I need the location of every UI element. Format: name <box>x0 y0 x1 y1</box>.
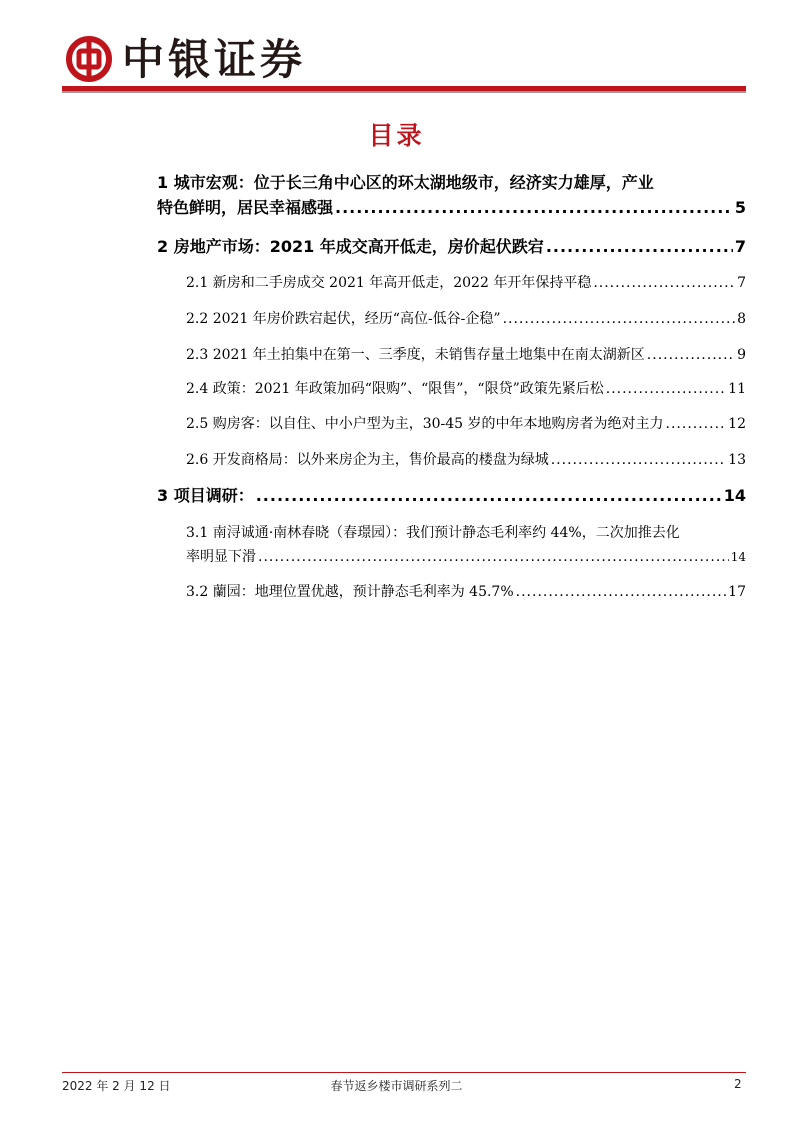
footer-rule <box>62 1072 746 1073</box>
toc-leader-dots <box>335 197 733 219</box>
header-rule-shadow <box>62 91 746 93</box>
toc-leader-dots <box>258 546 729 568</box>
toc-leader-dots <box>503 308 736 330</box>
toc-page-number: 8 <box>737 311 746 327</box>
toc-page-number: 7 <box>734 237 746 256</box>
toc-leader-dots <box>606 378 726 400</box>
toc-entry-label: 3 项目调研： <box>157 486 254 505</box>
toc-entry-2-5[interactable] <box>186 413 746 435</box>
toc-leader-dots <box>551 449 726 471</box>
toc-entry-3-1-line1[interactable]: 3.1 南浔诚通·南林春晓（春璟园）：我们预计静态毛利率约 44%，二次加推去化 <box>186 525 680 541</box>
toc-page-number: 17 <box>728 584 746 600</box>
page-header <box>62 30 746 92</box>
toc-entry-2-2[interactable] <box>186 308 746 330</box>
toc-entry-label: 2.2 2021 年房价跌宕起伏，经历“高位-低谷-企稳” <box>186 311 501 327</box>
footer-page-number: 2 <box>734 1077 742 1091</box>
toc-page-number: 12 <box>728 416 746 432</box>
toc-page-number: 5 <box>734 198 746 217</box>
toc-entry-3-2[interactable] <box>186 581 746 603</box>
footer-date: 2022 年 2 月 12 日 <box>62 1079 171 1093</box>
toc-entry-3[interactable] <box>157 485 746 507</box>
toc-title: 目录 <box>368 121 425 150</box>
toc-entry-label: 2.3 2021 年土拍集中在第一、三季度，未销售存量土地集中在南太湖新区 <box>186 347 645 363</box>
toc-page-number: 14 <box>730 550 746 564</box>
brand-name: 中银证券 <box>122 35 307 84</box>
toc-entry-2[interactable] <box>157 236 746 258</box>
toc-entry-label: 率明显下滑 <box>186 549 256 565</box>
toc-entry-label: 2.1 新房和二手房成交 2021 年高开低走，2022 年开年保持平稳 <box>186 275 592 291</box>
toc-entry-label: 特色鲜明，居民幸福感强 <box>157 198 334 217</box>
toc-entry-2-3[interactable] <box>186 344 746 366</box>
toc-leader-dots <box>666 413 727 435</box>
toc-leader-dots <box>516 581 727 603</box>
footer-title: 春节返乡楼市调研系列二 <box>330 1079 463 1093</box>
toc-leader-dots <box>256 485 722 507</box>
toc-entry-2-4[interactable] <box>186 378 746 400</box>
toc-leader-dots <box>546 236 733 258</box>
toc-entry-1-line1[interactable]: 1 城市宏观：位于长三角中心区的环太湖地级市，经济实力雄厚，产业 <box>157 173 654 192</box>
toc-entry-1[interactable] <box>157 197 746 219</box>
toc-leader-dots <box>647 344 735 366</box>
toc-entry-2-1[interactable] <box>186 272 746 294</box>
toc-entry-label: 2.6 开发商格局：以外来房企为主，售价最高的楼盘为绿城 <box>186 452 549 468</box>
toc-page-number: 11 <box>728 381 746 397</box>
toc-entry-label: 2.4 政策：2021 年政策加码“限购”、“限售”，“限贷”政策先紧后松 <box>186 381 604 397</box>
toc-leader-dots <box>593 272 735 294</box>
toc-entry-3-1[interactable] <box>186 546 746 568</box>
toc-entry-label: 2.5 购房客：以自住、中小户型为主，30-45 岁的中年本地购房者为绝对主力 <box>186 416 664 432</box>
toc-entry-2-6[interactable] <box>186 449 746 471</box>
toc-page-number: 13 <box>728 452 746 468</box>
toc-entry-label: 3.2 蘭园：地理位置优越，预计静态毛利率为 45.7% <box>186 584 514 600</box>
toc-entry-label: 2 房地产市场：2021 年成交高开低走，房价起伏跌宕 <box>157 237 544 256</box>
toc-page-number: 7 <box>737 275 746 291</box>
bank-of-china-logo-icon <box>66 36 112 82</box>
toc-page-number: 14 <box>723 486 746 505</box>
toc-page-number: 9 <box>737 347 746 363</box>
